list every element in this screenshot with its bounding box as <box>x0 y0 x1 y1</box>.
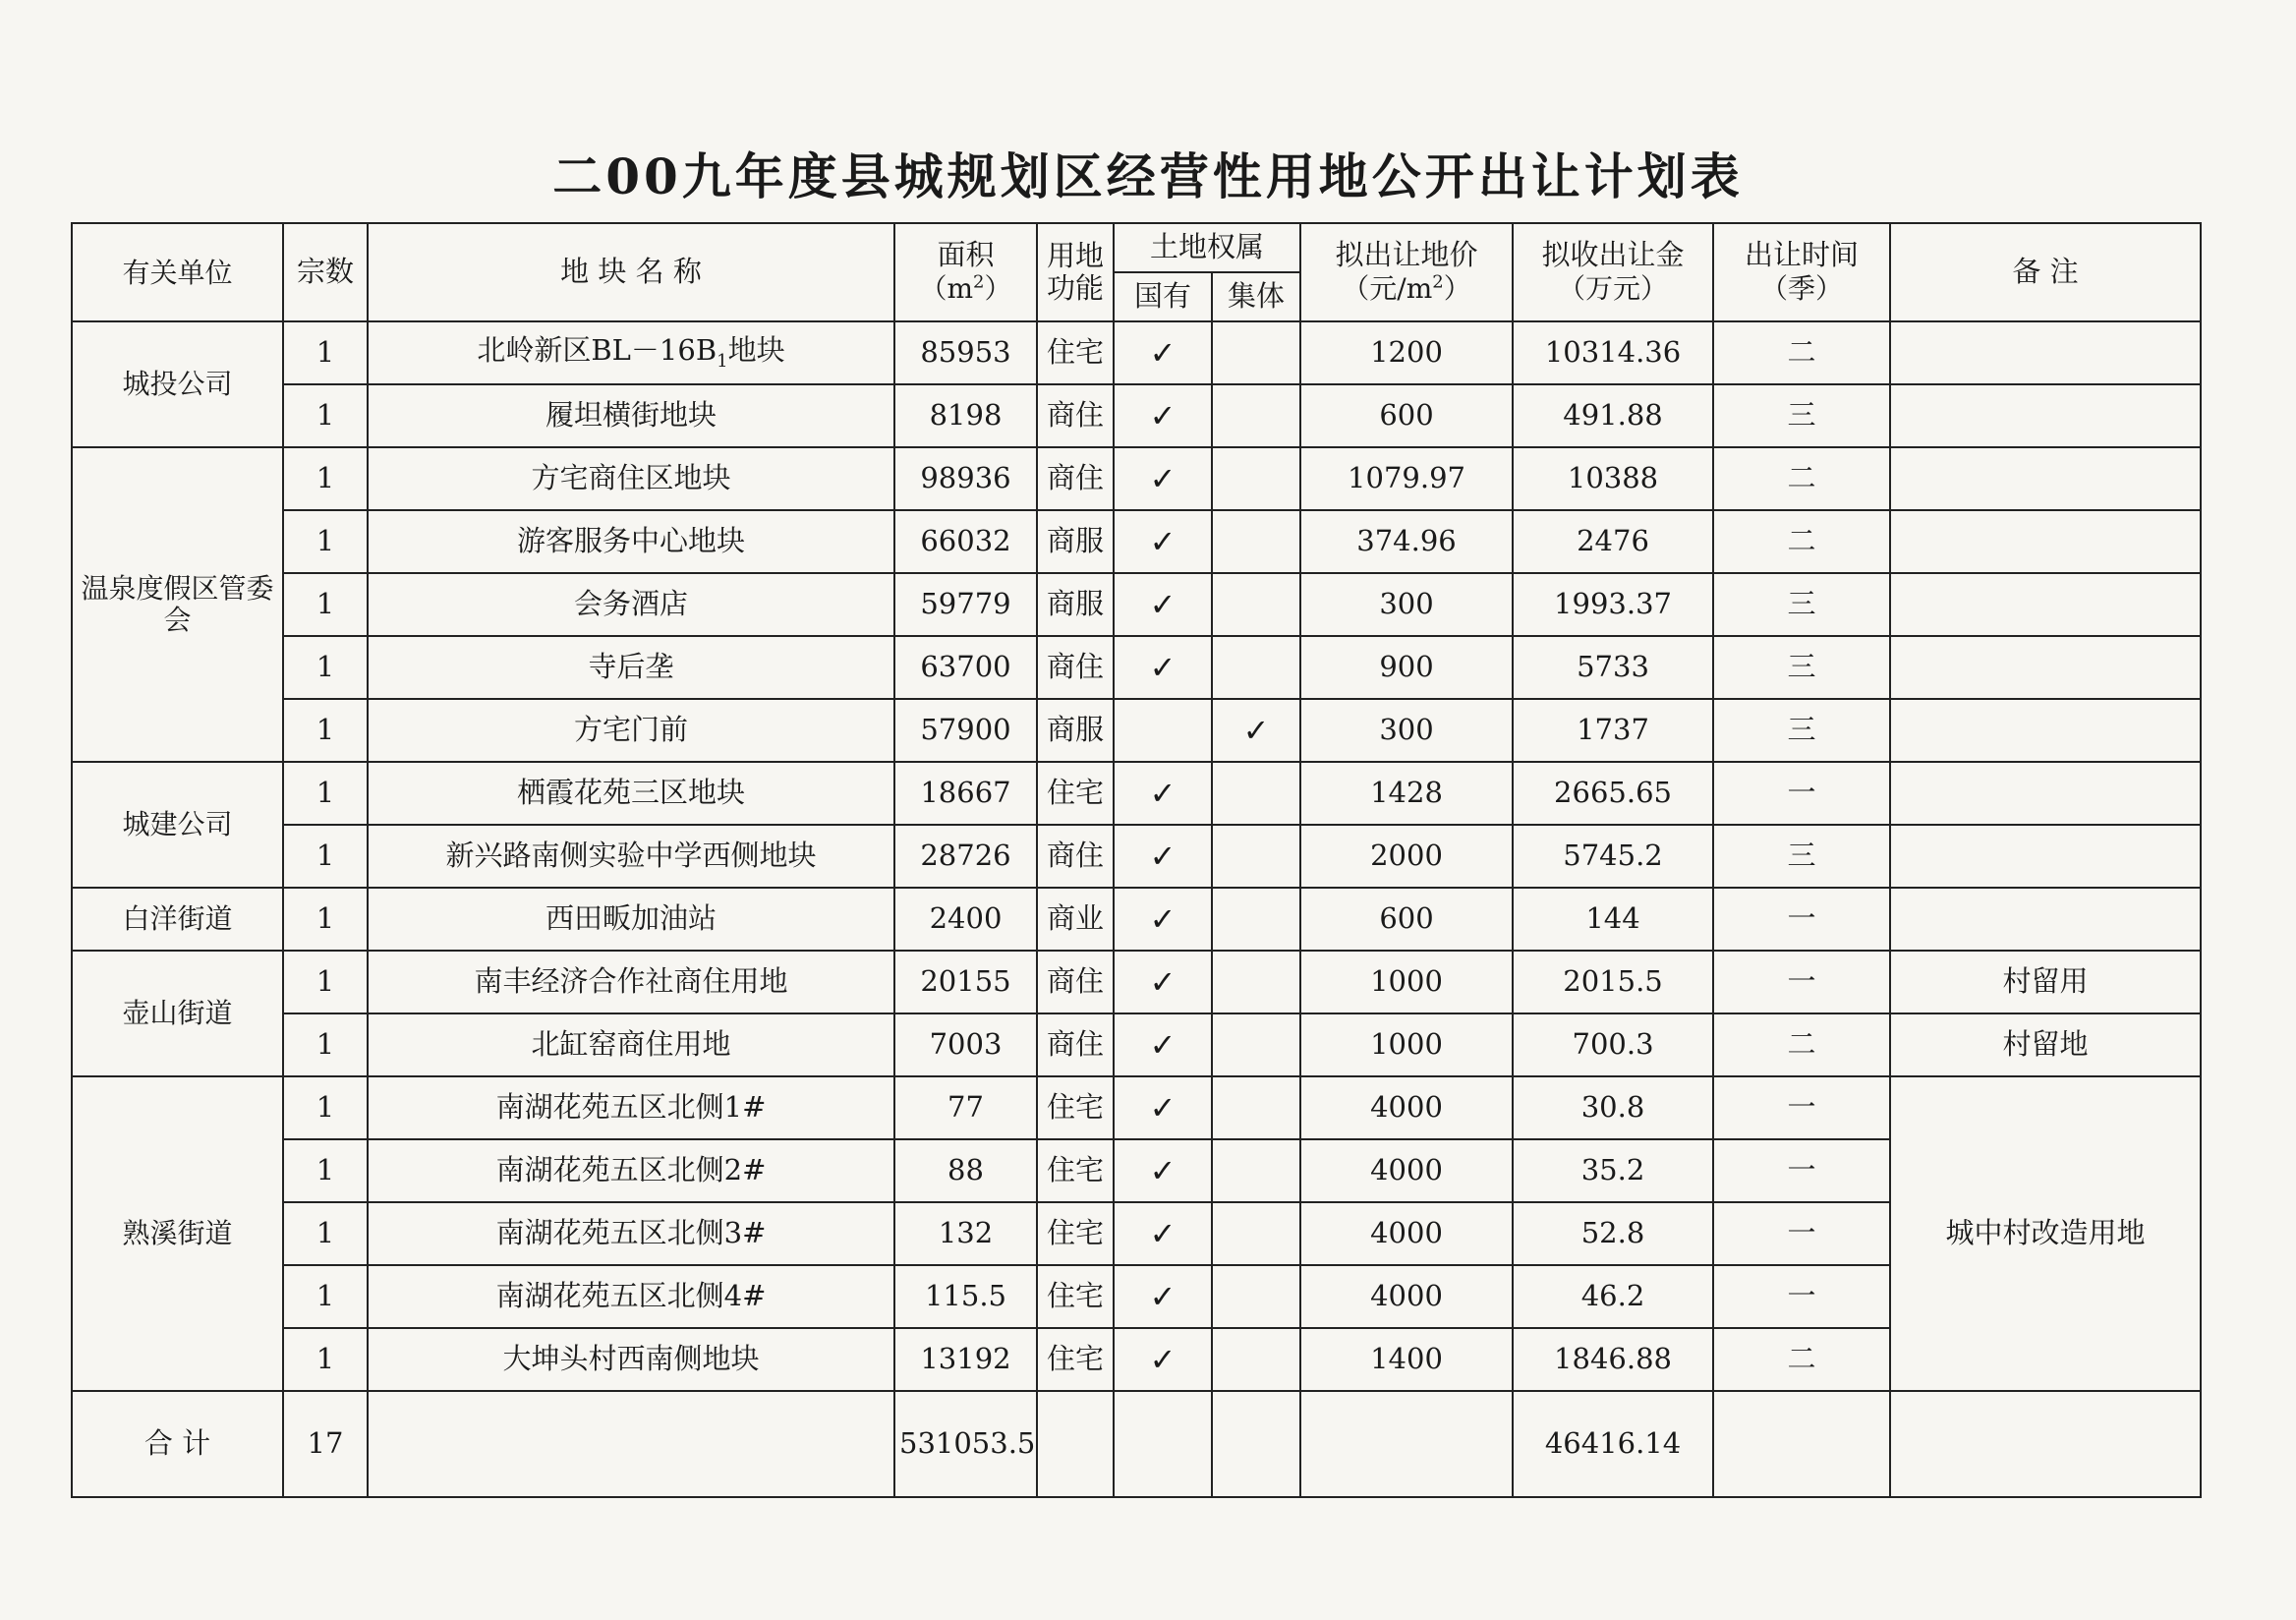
unit-cell: 城建公司 <box>72 762 283 888</box>
count-cell: 1 <box>283 1265 368 1328</box>
use-cell: 商住 <box>1037 636 1114 699</box>
table-row <box>72 1013 2201 1076</box>
name-cell: 会务酒店 <box>368 573 894 636</box>
name-cell: 南湖花苑五区北侧2# <box>368 1139 894 1202</box>
note-cell <box>1890 636 2201 699</box>
note-cell <box>1890 825 2201 888</box>
count-cell: 1 <box>283 573 368 636</box>
count-cell: 1 <box>283 762 368 825</box>
header-note: 备 注 <box>1890 223 2201 321</box>
document-title: 二00九年度县城规划区经营性用地公开出让计划表 <box>552 147 1744 205</box>
income-cell: 1993.37 <box>1513 573 1713 636</box>
season-cell: 一 <box>1713 1202 1890 1265</box>
use-cell: 商住 <box>1037 384 1114 447</box>
area-cell: 8198 <box>894 384 1037 447</box>
area-cell: 115.5 <box>894 1265 1037 1328</box>
use-cell: 商服 <box>1037 699 1114 762</box>
collective-check <box>1212 951 1300 1013</box>
use-cell: 商服 <box>1037 573 1114 636</box>
header-season <box>1713 223 1890 321</box>
income-cell: 2476 <box>1513 510 1713 573</box>
header-price <box>1300 223 1513 321</box>
price-cell: 4000 <box>1300 1265 1513 1328</box>
header-name: 地 块 名 称 <box>368 223 894 321</box>
income-cell: 1737 <box>1513 699 1713 762</box>
price-cell: 1000 <box>1300 1013 1513 1076</box>
use-cell: 商住 <box>1037 951 1114 1013</box>
table-row <box>72 825 2201 888</box>
count-cell: 1 <box>283 384 368 447</box>
count-cell: 1 <box>283 510 368 573</box>
use-cell: 商住 <box>1037 825 1114 888</box>
use-cell: 住宅 <box>1037 1139 1114 1202</box>
total-area: 531053.5 <box>894 1391 1037 1497</box>
collective-check <box>1212 1202 1300 1265</box>
price-cell: 1400 <box>1300 1328 1513 1391</box>
season-cell: 三 <box>1713 636 1890 699</box>
income-cell: 700.3 <box>1513 1013 1713 1076</box>
area-cell: 63700 <box>894 636 1037 699</box>
count-cell: 1 <box>283 1328 368 1391</box>
note-cell: 城中村改造用地 <box>1890 1076 2201 1391</box>
area-cell: 20155 <box>894 951 1037 1013</box>
state-owned-check: ✓ <box>1114 762 1212 825</box>
collective-check <box>1212 384 1300 447</box>
count-cell: 1 <box>283 1202 368 1265</box>
name-cell: 履坦横街地块 <box>368 384 894 447</box>
price-cell: 4000 <box>1300 1202 1513 1265</box>
area-cell: 88 <box>894 1139 1037 1202</box>
header-price-label: 拟出让地价 <box>1335 237 1478 271</box>
income-cell: 5745.2 <box>1513 825 1713 888</box>
total-season-empty <box>1713 1391 1890 1497</box>
collective-check <box>1212 510 1300 573</box>
area-cell: 77 <box>894 1076 1037 1139</box>
state-owned-check: ✓ <box>1114 888 1212 951</box>
season-cell: 二 <box>1713 447 1890 510</box>
table-row <box>72 636 2201 699</box>
name-cell: 方宅商住区地块 <box>368 447 894 510</box>
state-owned-check: ✓ <box>1114 825 1212 888</box>
count-cell: 1 <box>283 699 368 762</box>
income-cell: 35.2 <box>1513 1139 1713 1202</box>
state-owned-check: ✓ <box>1114 447 1212 510</box>
total-collective-empty <box>1212 1391 1300 1497</box>
collective-check: ✓ <box>1212 699 1300 762</box>
area-cell: 18667 <box>894 762 1037 825</box>
header-ownership: 土地权属 <box>1114 223 1300 272</box>
total-state-empty <box>1114 1391 1212 1497</box>
season-cell: 二 <box>1713 321 1890 384</box>
header-income <box>1513 223 1713 321</box>
collective-check <box>1212 1013 1300 1076</box>
area-cell: 2400 <box>894 888 1037 951</box>
season-cell: 三 <box>1713 825 1890 888</box>
price-cell: 1200 <box>1300 321 1513 384</box>
total-income: 46416.14 <box>1513 1391 1713 1497</box>
state-owned-check: ✓ <box>1114 1202 1212 1265</box>
area-cell: 7003 <box>894 1013 1037 1076</box>
season-cell: 一 <box>1713 1139 1890 1202</box>
area-cell: 13192 <box>894 1328 1037 1391</box>
name-cell: 南丰经济合作社商住用地 <box>368 951 894 1013</box>
name-cell: 南湖花苑五区北侧3# <box>368 1202 894 1265</box>
name-cell: 西田畈加油站 <box>368 888 894 951</box>
collective-check <box>1212 321 1300 384</box>
price-cell: 1079.97 <box>1300 447 1513 510</box>
count-cell: 1 <box>283 1139 368 1202</box>
count-cell: 1 <box>283 825 368 888</box>
note-cell <box>1890 384 2201 447</box>
collective-check <box>1212 825 1300 888</box>
unit-cell: 白洋街道 <box>72 888 283 951</box>
collective-check <box>1212 573 1300 636</box>
area-cell: 98936 <box>894 447 1037 510</box>
note-cell <box>1890 321 2201 384</box>
total-price-empty <box>1300 1391 1513 1497</box>
note-cell <box>1890 447 2201 510</box>
land-transfer-plan-table <box>71 222 2202 1498</box>
collective-check <box>1212 447 1300 510</box>
table-body <box>72 321 2201 1497</box>
price-cell: 300 <box>1300 699 1513 762</box>
collective-check <box>1212 636 1300 699</box>
use-cell: 住宅 <box>1037 321 1114 384</box>
income-cell: 2665.65 <box>1513 762 1713 825</box>
total-label: 合 计 <box>72 1391 283 1497</box>
count-cell: 1 <box>283 447 368 510</box>
table-row <box>72 1076 2201 1139</box>
use-cell: 商业 <box>1037 888 1114 951</box>
use-cell: 商服 <box>1037 510 1114 573</box>
collective-check <box>1212 1076 1300 1139</box>
income-cell: 10388 <box>1513 447 1713 510</box>
name-cell: 北缸窑商住用地 <box>368 1013 894 1076</box>
header-income-unit: （万元） <box>1557 272 1669 306</box>
count-cell: 1 <box>283 321 368 384</box>
use-cell: 住宅 <box>1037 1265 1114 1328</box>
header-use: 用地功能 <box>1037 223 1114 321</box>
header-price-unit: （元$/m^2$） <box>1342 271 1471 306</box>
season-cell: 二 <box>1713 510 1890 573</box>
season-cell: 一 <box>1713 888 1890 951</box>
table-row <box>72 447 2201 510</box>
collective-check <box>1212 888 1300 951</box>
price-cell: 4000 <box>1300 1139 1513 1202</box>
use-cell: 住宅 <box>1037 1328 1114 1391</box>
note-cell: 村留用 <box>1890 951 2201 1013</box>
price-cell: 1000 <box>1300 951 1513 1013</box>
area-cell: 59779 <box>894 573 1037 636</box>
count-cell: 1 <box>283 636 368 699</box>
unit-cell: 温泉度假区管委会 <box>72 447 283 762</box>
header-income-label: 拟收出让金 <box>1541 237 1685 271</box>
count-cell: 1 <box>283 888 368 951</box>
table-row <box>72 762 2201 825</box>
price-cell: 600 <box>1300 888 1513 951</box>
season-cell: 三 <box>1713 573 1890 636</box>
income-cell: 5733 <box>1513 636 1713 699</box>
table-row <box>72 699 2201 762</box>
income-cell: 2015.5 <box>1513 951 1713 1013</box>
season-cell: 一 <box>1713 1265 1890 1328</box>
header-count: 宗数 <box>283 223 368 321</box>
table-row <box>72 888 2201 951</box>
season-cell: 二 <box>1713 1328 1890 1391</box>
income-cell: 144 <box>1513 888 1713 951</box>
season-cell: 二 <box>1713 1013 1890 1076</box>
use-cell: 住宅 <box>1037 1076 1114 1139</box>
table-row <box>72 951 2201 1013</box>
season-cell: 一 <box>1713 951 1890 1013</box>
area-cell: 57900 <box>894 699 1037 762</box>
state-owned-check: ✓ <box>1114 1328 1212 1391</box>
table-row <box>72 384 2201 447</box>
state-owned-check: ✓ <box>1114 636 1212 699</box>
name-cell: 游客服务中心地块 <box>368 510 894 573</box>
header-area-label: 面积 <box>937 237 995 271</box>
total-note-empty <box>1890 1391 2201 1497</box>
note-cell: 村留地 <box>1890 1013 2201 1076</box>
table-row <box>72 1265 2201 1328</box>
use-cell: 住宅 <box>1037 1202 1114 1265</box>
price-cell: 600 <box>1300 384 1513 447</box>
collective-check <box>1212 762 1300 825</box>
state-owned-check <box>1114 699 1212 762</box>
state-owned-check: ✓ <box>1114 951 1212 1013</box>
header-season-label: 出让时间 <box>1745 237 1860 271</box>
name-cell: 栖霞花苑三区地块 <box>368 762 894 825</box>
name-cell: 大坤头村西南侧地块 <box>368 1328 894 1391</box>
count-cell: 1 <box>283 951 368 1013</box>
state-owned-check: ✓ <box>1114 1013 1212 1076</box>
area-cell: 66032 <box>894 510 1037 573</box>
count-cell: 1 <box>283 1013 368 1076</box>
table-row <box>72 1328 2201 1391</box>
state-owned-check: ✓ <box>1114 510 1212 573</box>
collective-check <box>1212 1328 1300 1391</box>
unit-cell: 壶山街道 <box>72 951 283 1076</box>
header-unit: 有关单位 <box>72 223 283 321</box>
header-area <box>894 223 1037 321</box>
note-cell <box>1890 573 2201 636</box>
header-area-unit: $(m^2)$ <box>919 271 1012 306</box>
collective-check <box>1212 1139 1300 1202</box>
total-count: 17 <box>283 1391 368 1497</box>
income-cell: 30.8 <box>1513 1076 1713 1139</box>
header-season-unit: （季） <box>1759 272 1844 306</box>
name-cell: 方宅门前 <box>368 699 894 762</box>
area-cell: 85953 <box>894 321 1037 384</box>
note-cell <box>1890 888 2201 951</box>
use-cell: 住宅 <box>1037 762 1114 825</box>
income-cell: 491.88 <box>1513 384 1713 447</box>
price-cell: 2000 <box>1300 825 1513 888</box>
area-cell: 28726 <box>894 825 1037 888</box>
name-cell: 南湖花苑五区北侧1# <box>368 1076 894 1139</box>
season-cell: 三 <box>1713 384 1890 447</box>
area-cell: 132 <box>894 1202 1037 1265</box>
price-cell: 374.96 <box>1300 510 1513 573</box>
state-owned-check: ✓ <box>1114 321 1212 384</box>
state-owned-check: ✓ <box>1114 1076 1212 1139</box>
header-state-owned: 国有 <box>1114 272 1212 321</box>
season-cell: 三 <box>1713 699 1890 762</box>
name-cell: 南湖花苑五区北侧4# <box>368 1265 894 1328</box>
name-cell: 新兴路南侧实验中学西侧地块 <box>368 825 894 888</box>
use-cell: 商住 <box>1037 447 1114 510</box>
state-owned-check: ✓ <box>1114 1139 1212 1202</box>
total-name-empty <box>368 1391 894 1497</box>
count-cell: 1 <box>283 1076 368 1139</box>
price-cell: 900 <box>1300 636 1513 699</box>
use-cell: 商住 <box>1037 1013 1114 1076</box>
table-row <box>72 1202 2201 1265</box>
name-cell: 寺后垄 <box>368 636 894 699</box>
name-cell: 北岭新区$BL-16B_1$地块 <box>368 321 894 384</box>
income-cell: 52.8 <box>1513 1202 1713 1265</box>
state-owned-check: ✓ <box>1114 573 1212 636</box>
price-cell: 300 <box>1300 573 1513 636</box>
price-cell: 1428 <box>1300 762 1513 825</box>
price-cell: 4000 <box>1300 1076 1513 1139</box>
total-row <box>72 1391 2201 1428</box>
table-row <box>72 1139 2201 1202</box>
total-use-empty <box>1037 1391 1114 1497</box>
note-cell <box>1890 510 2201 573</box>
note-cell <box>1890 762 2201 825</box>
season-cell: 一 <box>1713 1076 1890 1139</box>
header-collective: 集体 <box>1212 272 1300 321</box>
unit-cell: 城投公司 <box>72 321 283 447</box>
table-row <box>72 573 2201 636</box>
season-cell: 一 <box>1713 762 1890 825</box>
state-owned-check: ✓ <box>1114 1265 1212 1328</box>
table-row <box>72 321 2201 384</box>
income-cell: 10314.36 <box>1513 321 1713 384</box>
income-cell: 1846.88 <box>1513 1328 1713 1391</box>
unit-cell: 熟溪街道 <box>72 1076 283 1391</box>
note-cell <box>1890 699 2201 762</box>
collective-check <box>1212 1265 1300 1328</box>
table-row <box>72 510 2201 573</box>
header-row <box>72 223 2201 272</box>
income-cell: 46.2 <box>1513 1265 1713 1328</box>
state-owned-check: ✓ <box>1114 384 1212 447</box>
